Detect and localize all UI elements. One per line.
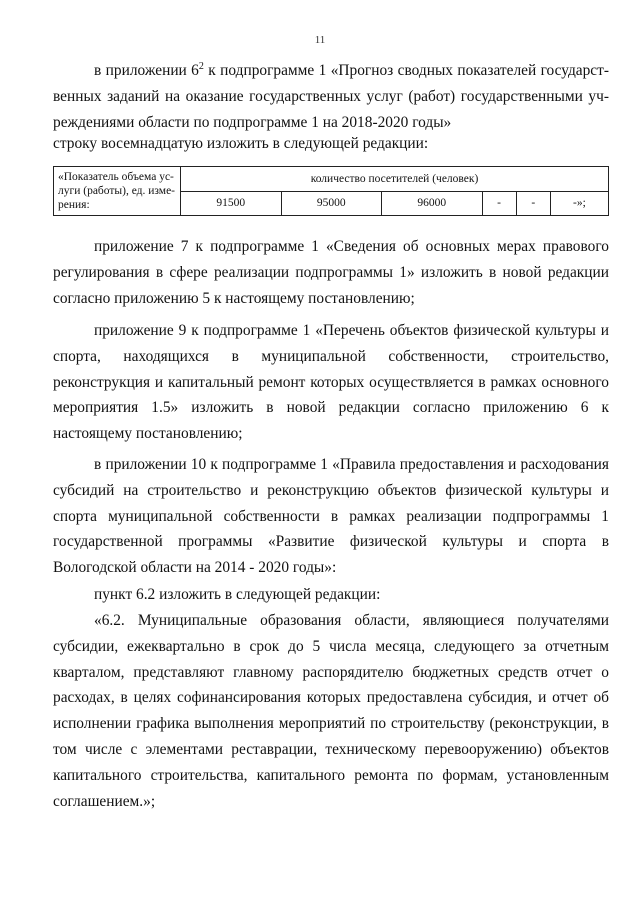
paragraph-line: настоящему постановлению;	[53, 425, 243, 443]
page-number: 11	[314, 34, 326, 46]
paragraph-line: «6.2. Муниципальные образования области, являющиеся получателями	[94, 612, 609, 629]
paragraph-line: приложение 9 к подпрограмме 1 «Перечень объектов физической культуры и	[94, 322, 609, 339]
intro-line-2: венных заданий на оказание государственных услуг (работ) государственными уч-	[53, 87, 609, 105]
paragraph-appendix-9	[53, 318, 609, 447]
paragraph-line: пункт 6.2 изложить в следующей редакции:	[94, 586, 381, 603]
table-row	[54, 167, 609, 192]
paragraph-line: том числе с элементами реставрации, техническому перевооружению) объектов	[53, 740, 609, 758]
intro-line-1	[53, 58, 609, 84]
table-label-line: «Показатель объема ус-	[58, 171, 174, 183]
paragraph-line: спорта муниципальной собственности в рамках реализации подпрограммы 1	[53, 507, 609, 525]
paragraph-line: реконструкция и капитальный ремонт которых осуществляется в рамках основного	[53, 373, 609, 391]
paragraph-line: спорта, находящихся в муниципальной собственности, строительство,	[53, 347, 609, 365]
intro-superscript: 2	[198, 60, 204, 72]
paragraph-line: государственной программы «Развитие физической культуры и спорта в	[53, 533, 609, 551]
paragraph-line: кварталом, представляют главному распорядителю бюджетных средств отчет о	[53, 663, 609, 681]
table-header-cell: количество посетителей (человек)	[181, 167, 609, 192]
paragraph-line: субсидии, ежеквартально в срок до 5 числа месяца, следующего за отчетным	[53, 637, 609, 655]
paragraph-line: регулирования в сфере реализации подпрограммы 1» изложить в новой редакции	[53, 263, 609, 281]
intro-line-3: реждениями области по подпрограмме 1 на 2018-2020 годы»	[53, 113, 452, 131]
table-label-line: рения:	[58, 199, 90, 211]
paragraph-line: в приложении 10 к подпрограмме 1 «Правила предоставления и расходования	[94, 456, 609, 473]
paragraph-line: соглашением.»;	[53, 792, 156, 810]
intro-line-1-a: в приложении 6	[94, 62, 199, 79]
paragraph-line: субсидий на строительство и реконструкцию объектов физической культуры и	[53, 481, 609, 499]
paragraph-line: приложение 7 к подпрограмме 1 «Сведения об основных мерах правового	[94, 238, 609, 255]
paragraph-line: мероприятия 1.5» изложить в новой редакции согласно приложению 6 к	[53, 399, 609, 417]
paragraph-point-6-2	[53, 608, 609, 814]
paragraph-line: согласно приложению 5 к настоящему постановлению;	[53, 289, 415, 307]
table-label-cell	[54, 167, 181, 216]
paragraph-line: капитального строительства, капитального ремонта по формам, установленным	[53, 766, 609, 784]
replacement-table	[53, 166, 609, 216]
table-value-cell: 91500	[181, 191, 282, 216]
table-value-cell: 96000	[382, 191, 483, 216]
paragraph-appendix-7	[53, 234, 609, 311]
intro-line-4: строку восемнадцатую изложить в следующей редакции:	[53, 135, 429, 153]
paragraph-line: Вологодской области на 2014 - 2020 годы»:	[53, 559, 337, 577]
table-value-cell: -»;	[550, 191, 608, 216]
intro-paragraph	[53, 58, 609, 157]
paragraph-line: исполнении графика выполнения мероприятий по строительству (реконструкции, в	[53, 715, 609, 733]
paragraph-line: расходах, в целях софинансирования которых предоставлена субсидия, и отчет об	[53, 689, 609, 707]
table-label-line: луги (работы), ед. изме-	[58, 185, 175, 197]
paragraph-appendix-10	[53, 452, 609, 581]
table-value-cell: -	[482, 191, 516, 216]
point-intro	[53, 582, 609, 608]
table-value-cell: -	[516, 191, 550, 216]
intro-line-1-b: к подпрограмме 1 «Прогноз сводных показателей государст-	[203, 62, 609, 79]
table-value-cell: 95000	[281, 191, 382, 216]
